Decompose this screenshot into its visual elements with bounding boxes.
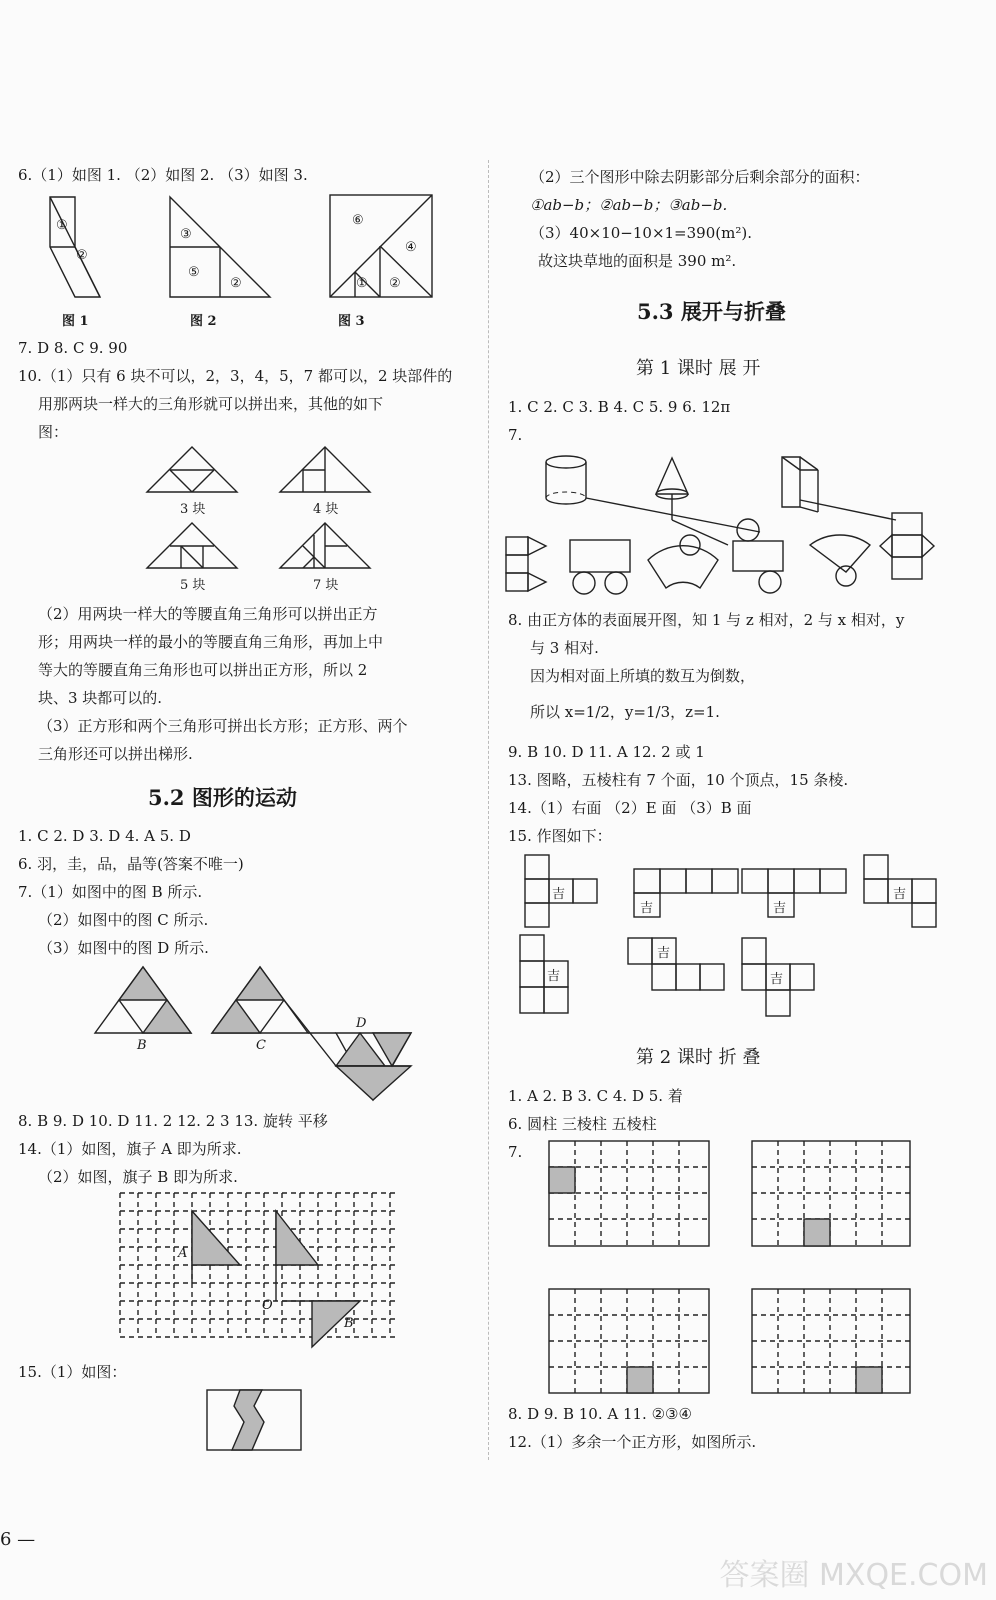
circle-1: ①	[56, 218, 68, 233]
s52-q7-3: （3）如图中的图 D 所示.	[38, 939, 209, 957]
section-5-3-heading: 5.3 展开与折叠	[637, 299, 786, 324]
q10-3-line2: 三角形还可以拼出梯形.	[38, 745, 193, 763]
r-q1-6: 1. C 2. C 3. B 4. C 5. 9 6. 12π	[508, 398, 731, 416]
s52-q1-5: 1. C 2. D 3. D 4. A 5. D	[18, 827, 191, 845]
ji-char-7: 吉	[770, 972, 784, 987]
s52-q7-1: 7.（1）如图中的图 B 所示.	[18, 883, 203, 901]
r-q13: 13. 图略，五棱柱有 7 个面，10 个顶点，15 条棱.	[508, 771, 849, 789]
q10-2-line1: （2）用两块一样大的等腰直角三角形可以拼出正方	[38, 605, 378, 623]
r2-q1-5: 1. A 2. B 3. C 4. D 5. 着	[508, 1087, 683, 1105]
label-A: A	[178, 1246, 188, 1261]
r-q14: 14.（1）右面 （2）E 面 （3）B 面	[508, 799, 752, 817]
circle-4: ④	[405, 240, 417, 255]
q10-line2: 用那两块一样大的三角形就可以拼出来，其他的如下	[38, 395, 384, 413]
lesson-2-heading: 第 2 课时 折 叠	[636, 1047, 761, 1068]
s52-q7-2: （2）如图中的图 C 所示.	[38, 911, 209, 929]
s52-q14-1: 14.（1）如图，旗子 A 即为所求.	[18, 1140, 242, 1158]
fig1-caption: 图 1	[62, 314, 89, 329]
r-q8-line4: 所以 x=1/2，y=1/3，z=1.	[530, 703, 720, 721]
circle-2: ②	[76, 248, 88, 263]
ji-char-1: 吉	[552, 887, 566, 902]
label-3-blocks: 3 块	[180, 502, 206, 517]
s52-q6: 6. 羽，圭，品，晶等(答案不唯一)	[18, 855, 244, 873]
r2-q8-11: 8. D 9. B 10. A 11. ②③④	[508, 1405, 692, 1423]
ji-char-6: 吉	[657, 946, 671, 961]
ji-char-2: 吉	[640, 901, 654, 916]
ji-char-3: 吉	[773, 901, 787, 916]
ji-char-4: 吉	[893, 887, 907, 902]
q10-2-line2: 形；用两块一样的最小的等腰直角三角形，再加上中	[38, 633, 384, 651]
label-7-blocks: 7 块	[313, 578, 339, 593]
r2-q12: 12.（1）多余一个正方形，如图所示.	[508, 1433, 757, 1451]
q10-3-line1: （3）正方形和两个三角形可拼出长方形；正方形、两个	[38, 717, 408, 735]
lesson-1-heading: 第 1 课时 展 开	[636, 358, 761, 379]
r2-q6: 6. 圆柱 三棱柱 五棱柱	[508, 1115, 657, 1133]
s52-q14-2: （2）如图，旗子 B 即为所求.	[38, 1168, 238, 1186]
circle-2b: ②	[230, 276, 242, 291]
label-C: C	[256, 1038, 266, 1053]
q10-line1: 10.（1）只有 6 块不可以，2，3，4，5，7 都可以，2 块部件的	[18, 367, 453, 385]
label-5-blocks: 5 块	[180, 578, 206, 593]
r-q15: 15. 作图如下：	[508, 827, 612, 845]
q10-line3: 图：	[38, 423, 69, 441]
label-D: D	[356, 1016, 367, 1031]
ji-char-5: 吉	[547, 969, 561, 984]
label-B2: B	[344, 1316, 354, 1331]
circle-6: ⑥	[352, 213, 364, 228]
circle-2c: ②	[389, 276, 401, 291]
fig2-caption: 图 2	[190, 314, 217, 329]
r2-q7-label: 7.	[508, 1143, 523, 1161]
q10-2-line4: 块、3 块都可以的.	[38, 689, 163, 707]
r-q8-line2: 与 3 相对.	[530, 639, 599, 657]
r-line4: 故这块草地的面积是 390 m².	[538, 252, 737, 270]
fold-grid-3	[549, 1289, 709, 1393]
circle-5: ⑤	[188, 265, 200, 280]
r-q8-line1: 8. 由正方体的表面展开图，知 1 与 z 相对，2 与 x 相对，y	[508, 611, 905, 629]
r-line2: ①ab−b；②ab−b；③ab−b.	[530, 196, 728, 214]
section-5-2-heading: 5.2 图形的运动	[148, 785, 297, 810]
fold-grid-2	[752, 1141, 910, 1246]
circle-3: ③	[180, 227, 192, 242]
fig3-caption: 图 3	[338, 314, 365, 329]
r-q7-label: 7.	[508, 426, 523, 444]
q10-2-line3: 等大的等腰直角三角形也可以拼出正方形，所以 2	[38, 661, 368, 679]
fold-grid-4	[752, 1289, 910, 1393]
label-O: O	[262, 1298, 273, 1313]
r-line3: （3）40×10−10×1=390(m²).	[530, 224, 752, 242]
r-line1: （2）三个图形中除去阴影部分后剩余部分的面积：	[530, 168, 870, 186]
circle-1b: ①	[356, 276, 368, 291]
fold-grid-1	[549, 1141, 709, 1246]
s52-q15: 15.（1）如图：	[18, 1363, 127, 1381]
folding-grids	[0, 0, 1, 1]
page-number: 6 —	[0, 1529, 36, 1550]
q7-9-text: 7. D 8. C 9. 90	[18, 339, 128, 357]
label-B: B	[137, 1038, 147, 1053]
s52-q8-13: 8. B 9. D 10. D 11. 2 12. 2 3 13. 旋转 平移	[18, 1112, 328, 1130]
r-q9-12: 9. B 10. D 11. A 12. 2 或 1	[508, 743, 705, 761]
watermark: 答案圈 MXQE.COM	[719, 1558, 988, 1593]
column-divider	[488, 160, 489, 1460]
q6-text: 6.（1）如图 1. （2）如图 2. （3）如图 3.	[18, 166, 308, 184]
r-q8-line3: 因为相对面上所填的数互为倒数，	[530, 667, 756, 685]
label-4-blocks: 4 块	[313, 502, 339, 517]
